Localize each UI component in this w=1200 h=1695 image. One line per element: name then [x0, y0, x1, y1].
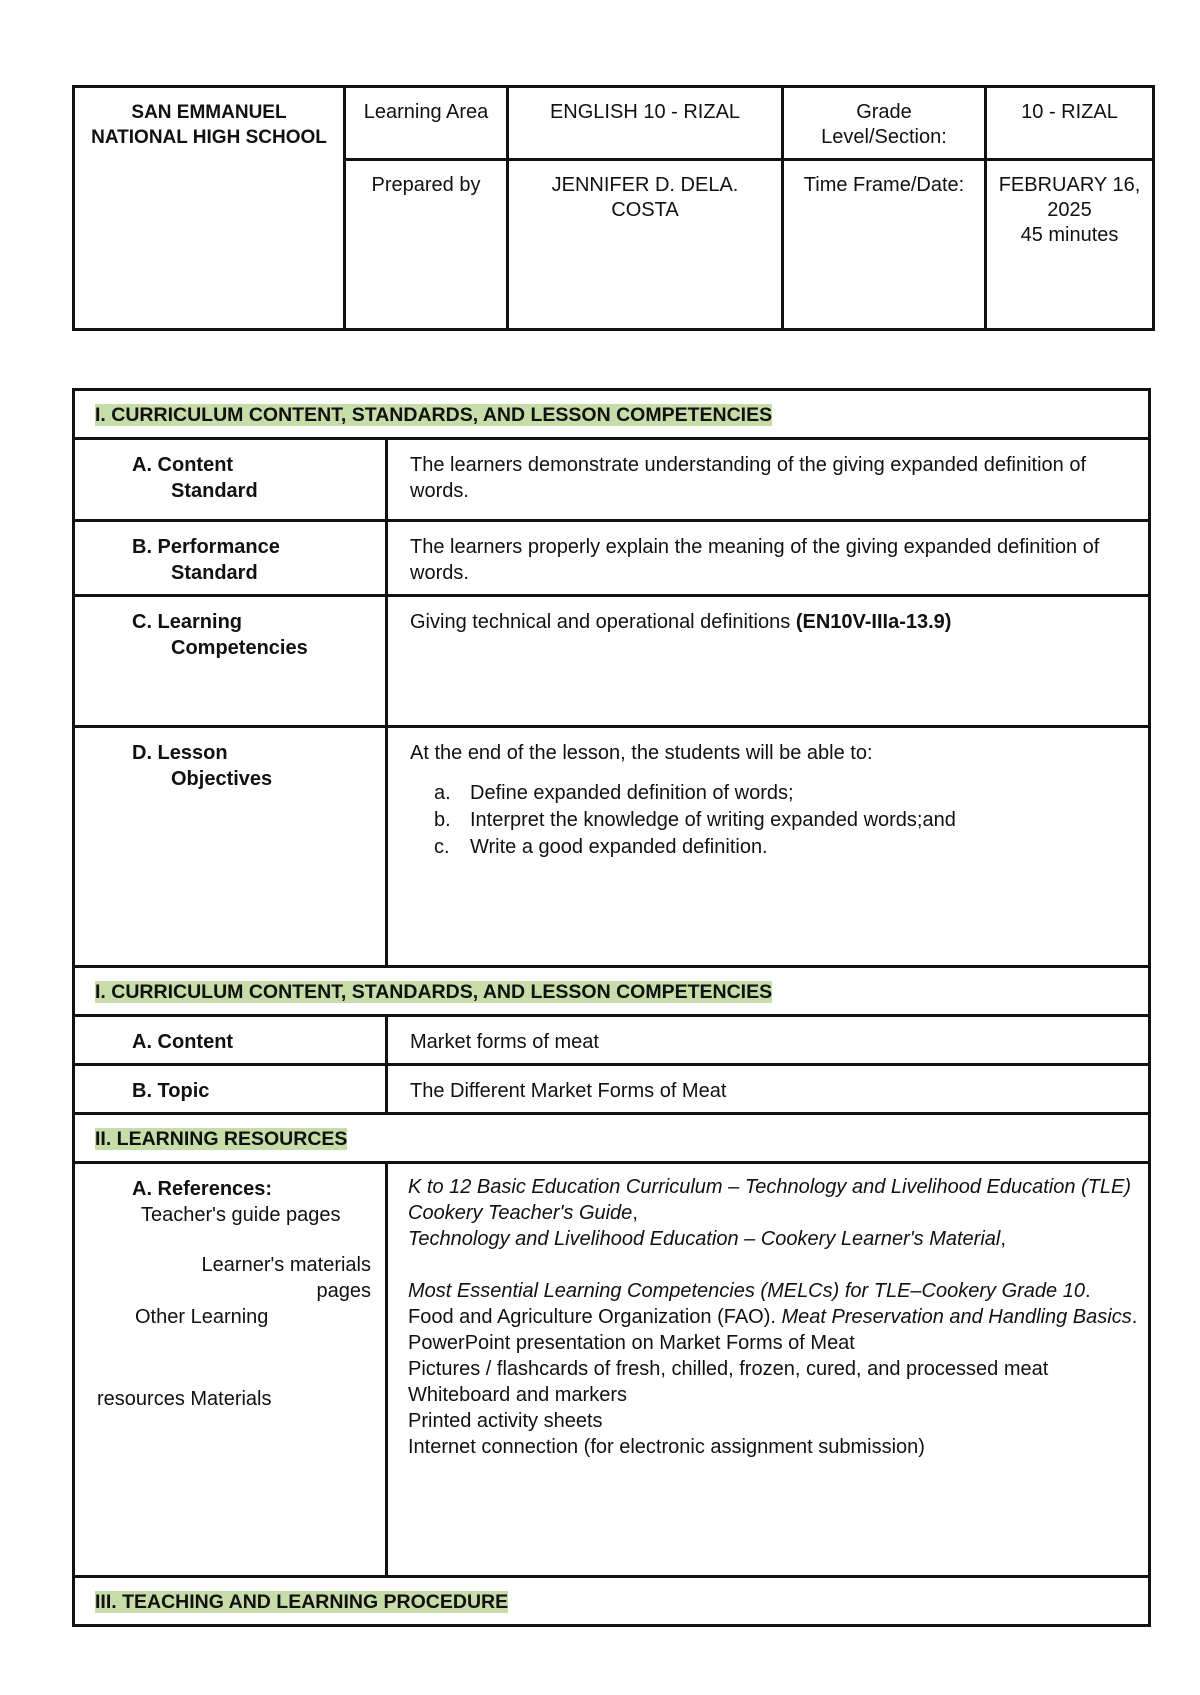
time-value — [986, 160, 1154, 330]
reference-item: Most Essential Learning Competencies (MELCs) for TLE–Cookery Grade 10. — [408, 1280, 1091, 1302]
prepared-value: JENNIFER D. DELA. COSTA — [508, 160, 783, 330]
header-table — [72, 85, 1155, 331]
content-standard-value: The learners demonstrate understanding of the giving expanded definition of words. — [387, 439, 1150, 521]
reference-item: Internet connection (for electronic assignment submission) — [408, 1436, 925, 1458]
objectives-list — [410, 780, 1136, 861]
school-name: SAN EMMANUEL NATIONAL HIGH SCHOOL — [74, 87, 345, 330]
reference-item: Food and Agriculture Organization (FAO). Meat Preservation and Handling Basics. — [408, 1306, 1138, 1328]
competency-code: (EN10V-IIIa-13.9) — [795, 611, 952, 633]
time-label: Time Frame/Date: — [783, 160, 986, 330]
content-value: Market forms of meat — [387, 1016, 1150, 1065]
grade-label: Grade Level/Section: — [783, 87, 986, 160]
list-item: a. Define expanded definition of words; — [434, 782, 794, 804]
competencies-value: Giving technical and operational definitions (EN10V-IIIa-13.9) — [387, 596, 1150, 727]
performance-standard-value: The learners properly explain the meaning of the giving expanded definition of words. — [387, 521, 1150, 596]
learning-area-value: ENGLISH 10 - RIZAL — [508, 87, 783, 160]
section-learning-resources: II. LEARNING RESOURCES — [74, 1114, 1150, 1163]
content-label: A. Content — [74, 1016, 387, 1065]
competencies-label: C. Learning Competencies — [74, 596, 387, 727]
content-standard-label: A. Content Standard — [74, 439, 387, 521]
section-curriculum: I. CURRICULUM CONTENT, STANDARDS, AND LESSON COMPETENCIES — [74, 390, 1150, 439]
topic-label: B. Topic — [74, 1065, 387, 1114]
list-item: b. Interpret the knowledge of writing expanded words;and — [434, 809, 956, 831]
objectives-label: D. Lesson Objectives — [74, 727, 387, 967]
section-teaching-procedure: III. TEACHING AND LEARNING PROCEDURE — [74, 1577, 1150, 1626]
reference-item: Technology and Livelihood Education – Cookery Learner's Material, — [408, 1228, 1006, 1250]
reference-item: PowerPoint presentation on Market Forms of Meat — [408, 1332, 855, 1354]
grade-value: 10 - RIZAL — [986, 87, 1154, 160]
time-duration: 45 minutes — [1020, 224, 1119, 246]
list-item: c. Write a good expanded definition. — [434, 836, 768, 858]
references-label: A. References: Teacher's guide pages Learner's materials pages Other Learning resources Materials — [74, 1163, 387, 1577]
topic-value: The Different Market Forms of Meat — [387, 1065, 1150, 1114]
section-curriculum-2: I. CURRICULUM CONTENT, STANDARDS, AND LESSON COMPETENCIES — [74, 967, 1150, 1016]
lesson-plan-table — [72, 388, 1151, 1627]
reference-item: K to 12 Basic Education Curriculum – Technology and Livelihood Education (TLE) Cookery Teacher's Guide, — [408, 1176, 1132, 1224]
reference-item: Printed activity sheets — [408, 1410, 603, 1432]
reference-item: Pictures / flashcards of fresh, chilled, frozen, cured, and processed meat — [408, 1358, 1049, 1380]
objectives-intro: At the end of the lesson, the students will be able to: — [410, 742, 873, 764]
performance-standard-label: B. Performance Standard — [74, 521, 387, 596]
learning-area-label: Learning Area — [345, 87, 508, 160]
time-date: FEBRUARY 16, 2025 — [998, 174, 1141, 221]
objectives-value — [387, 727, 1150, 967]
prepared-label: Prepared by — [345, 160, 508, 330]
references-value — [387, 1163, 1150, 1577]
reference-item: Whiteboard and markers — [408, 1384, 627, 1406]
